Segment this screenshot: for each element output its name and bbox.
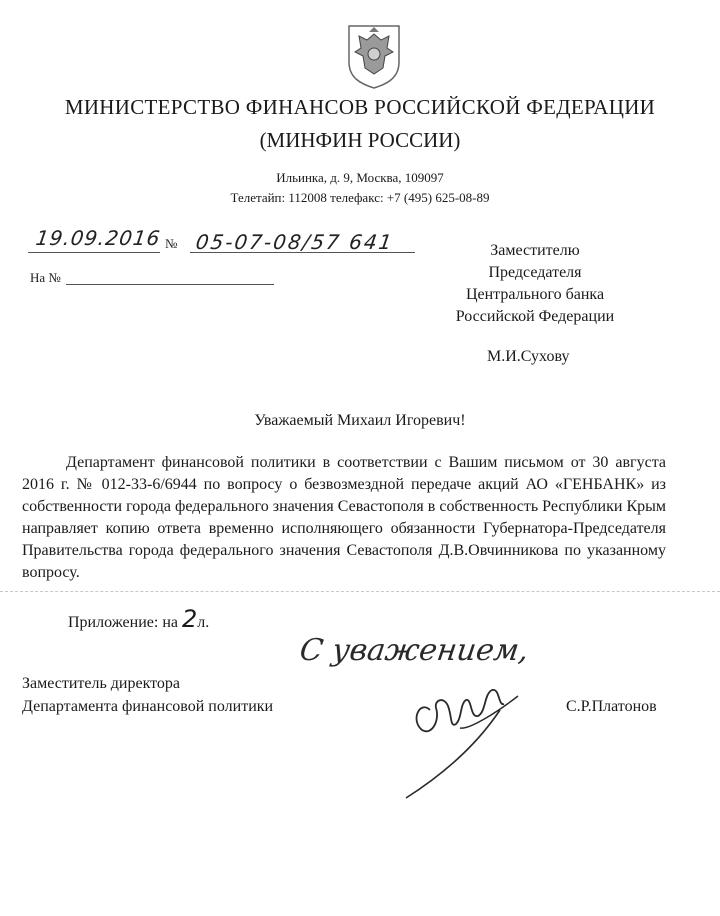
signatory-title [22, 672, 273, 718]
addressee-line: Заместителю [490, 242, 580, 259]
addressee-line: Председателя [488, 264, 582, 281]
letter-body: Департамент финансовой политики в соответствии с Вашим письмом от 30 августа 2016 г. № 012-33-6/6944 по вопросу о безвозмездной передаче акций АО «ГЕНБАНК» из собственности города федерального значения Севастополя в собственность Республики Крым направляет копию ответа временно исполняющего обязанности Губернатора-Председателя Правительства города федерального значения Севастополя Д.В.Овчинникова по указанному вопросу. [22, 454, 666, 581]
fold-line [0, 591, 720, 592]
ministry-phones: Телетайп: 112008 телефакс: +7 (495) 625-08-89 [230, 190, 490, 205]
number-line [190, 252, 415, 253]
attachment-line [68, 605, 209, 633]
handwritten-signature [400, 670, 550, 810]
ministry-abbreviation: (МИНФИН РОССИИ) [259, 128, 461, 152]
reference-label: На № [30, 270, 61, 285]
ministry-name: МИНИСТЕРСТВО ФИНАНСОВ РОССИЙСКОЙ ФЕДЕРАЦИИ [64, 95, 656, 119]
attachment-count: 2 [181, 605, 198, 633]
coat-of-arms-emblem [343, 22, 405, 90]
number-sign: № [165, 236, 178, 251]
date-line [28, 252, 160, 253]
attachment-unit: л. [197, 614, 210, 631]
addressee-line: Российской Федерации [455, 308, 615, 325]
recipient-name: М.И.Сухову [487, 348, 570, 365]
signatory-title-line: Департамента финансовой политики [22, 698, 274, 715]
addressee-line: Центрального банка [465, 286, 605, 303]
reference-line [66, 284, 274, 285]
handwritten-visa: С уважением, [297, 633, 531, 668]
registration-number: 05-07-08/57 641 [194, 230, 396, 254]
attachment-label: Приложение: на [68, 614, 178, 631]
signer-name: С.Р.Платонов [566, 698, 657, 715]
addressee-block [425, 240, 645, 328]
registration-date: 19.09.2016 [34, 226, 163, 250]
greeting: Уважаемый Михаил Игоревич! [254, 412, 466, 429]
ministry-address: Ильинка, д. 9, Москва, 109097 [276, 170, 444, 185]
signatory-title-line: Заместитель директора [22, 675, 181, 692]
